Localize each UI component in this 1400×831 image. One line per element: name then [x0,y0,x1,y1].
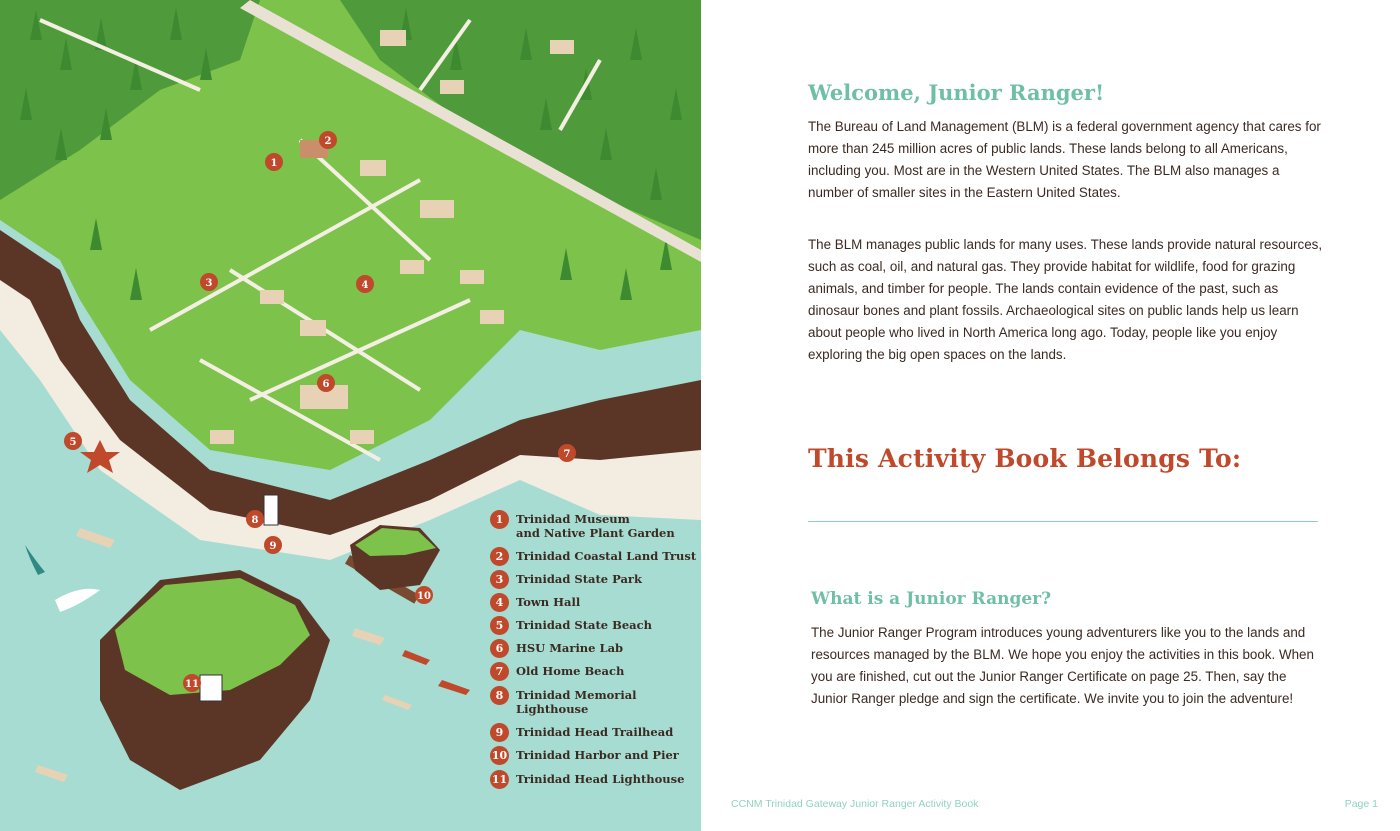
legend-label: Town Hall [516,595,581,609]
legend-number: 5 [490,616,509,635]
legend-item [490,616,652,635]
svg-text:6: 6 [322,379,330,390]
svg-text:5: 5 [69,437,77,448]
legend-number: 6 [490,639,509,658]
legend-label: Trinidad State Park [516,572,642,586]
legend-item [490,510,675,540]
pin-10 [415,586,433,604]
lighthouse-icon [200,675,222,701]
pin-7 [558,444,576,462]
welcome-heading: Welcome, Junior Ranger! [808,80,1105,105]
legend-number: 8 [490,686,509,705]
legend-item [490,570,642,589]
pin-1 [265,153,283,171]
pin-5 [64,432,82,450]
pin-4 [356,275,374,293]
legend-label: Trinidad Head Lighthouse [516,772,685,786]
legend-number: 1 [490,510,509,529]
legend-number: 9 [490,723,509,742]
legend-label: Trinidad State Beach [516,618,652,632]
legend-item [490,547,696,566]
belongs-to-heading: This Activity Book Belongs To: [808,444,1242,473]
svg-text:2: 2 [324,136,332,147]
legend-item [490,639,623,658]
blm-intro-paragraph: The Bureau of Land Management (BLM) is a federal government agency that cares for more than 245 million acres of public lands. These lands belong to all Americans, including you. Most are in the Western United States. The BLM also manages a number of smaller sites in the Eastern United States. [808,119,1321,200]
svg-text:4: 4 [361,280,369,291]
legend-label: Trinidad Memorial Lighthouse [516,688,637,716]
pin-8 [246,510,264,528]
legend-number: 11 [490,770,509,789]
legend-label: Trinidad Head Trailhead [516,725,674,739]
memorial-lighthouse-icon [264,495,278,525]
name-write-line[interactable] [808,521,1318,522]
junior-ranger-paragraph: The Junior Ranger Program introduces young adventurers like you to the lands and resources managed by the BLM. We hope you enjoy the activities in this book. When you are finished, cut out the Junior Ranger Certificate on page 25. Then, say the Junior Ranger pledge and sign the certificate. We invite you to join the adventure! [811,625,1314,706]
legend-label: Old Home Beach [516,664,625,678]
svg-text:1: 1 [270,158,278,169]
pin-9 [264,536,282,554]
legend-number: 4 [490,593,509,612]
svg-text:3: 3 [205,278,213,289]
svg-text:7: 7 [563,449,571,460]
legend-item [490,723,673,742]
legend-item [490,686,637,716]
svg-text:8: 8 [251,515,259,526]
blm-uses-paragraph: The BLM manages public lands for many uses. These lands provide natural resources, such as coal, oil, and natural gas. They provide habitat for wildlife, food for grazing animals, and timber for people. The lands contain evidence of the past, such as dinosaur bones and plant fossils. Archaeological sites on public lands help us learn about people who lived in North America long ago. Today, people like you enjoy exploring the big open spaces on the lands. [808,237,1323,362]
legend-number: 2 [490,547,509,566]
legend-number: 10 [490,746,509,765]
footer-book-title: CCNM Trinidad Gateway Junior Ranger Activity Book [731,798,979,810]
legend-label: Trinidad Coastal Land Trust [516,549,697,563]
legend-item [490,746,679,765]
svg-text:9: 9 [269,541,277,552]
svg-text:10: 10 [417,591,431,602]
legend-item [490,593,580,612]
pin-6 [317,374,335,392]
legend-item [490,770,684,789]
legend-label: Trinidad Harbor and Pier [516,748,679,762]
legend-label: Trinidad Museum and Native Plant Garden [516,512,675,540]
footer-page-number: Page 1 [1344,798,1378,810]
legend-label: HSU Marine Lab [516,641,624,655]
pin-3 [200,273,218,291]
pin-11 [183,674,201,692]
svg-text:11: 11 [185,679,199,690]
legend-item [490,662,624,681]
pin-2 [319,131,337,149]
junior-ranger-heading: What is a Junior Ranger? [811,589,1052,609]
legend-number: 3 [490,570,509,589]
legend-number: 7 [490,662,509,681]
